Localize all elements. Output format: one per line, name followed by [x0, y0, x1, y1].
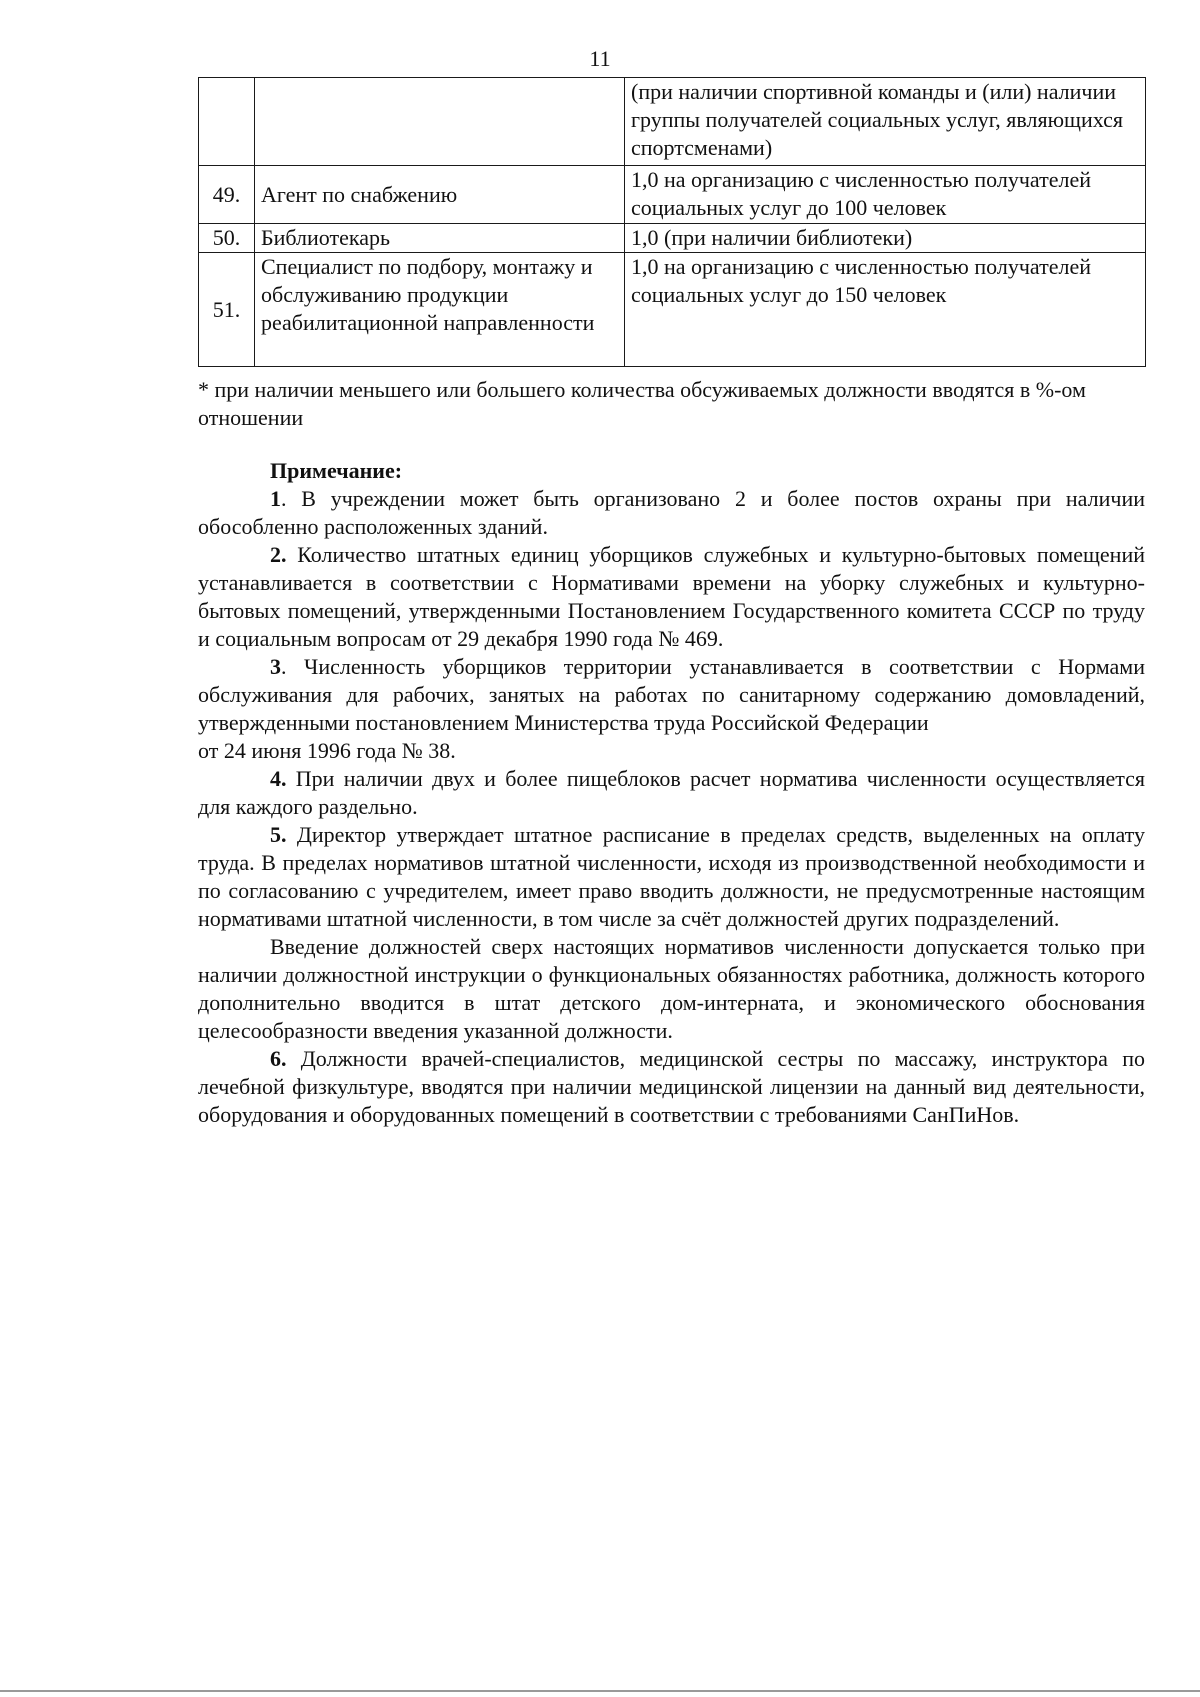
row-number: 49. [199, 166, 255, 224]
table-row [199, 224, 1146, 253]
table-row [199, 166, 1146, 224]
staffing-norm: 1,0 на организацию с численностью получателей социальных услуг до 100 человек [625, 166, 1146, 224]
page-number: 11 [589, 46, 611, 71]
note-text: Введение должностей сверх настоящих нормативов численности допускается только при наличии должностной инструкции о функциональных обязанностях работника, должность которого дополнительно вводится в штат детского дом-интерната, и экономического обоснования целесообразности введения указанной должности. [198, 934, 1145, 1043]
note-text: Количество штатных единиц уборщиков служебных и культурно-бытовых помещений устанавливается в соответствии с Нормативами времени на уборку служебных и культурно-бытовых помещений, утвержденными Постановлением Государственного комитета СССР по труду и социальным вопросам от 29 декабря 1990 года № 469. [198, 542, 1145, 651]
note-text: от 24 июня 1996 года № 38. [198, 738, 456, 763]
note-item [198, 653, 1145, 737]
staffing-norms-table [198, 77, 1146, 367]
table-row [199, 78, 1146, 166]
note-item [198, 821, 1145, 933]
notes-section [198, 457, 1145, 1129]
note-number: 3 [270, 654, 281, 679]
staffing-norm: 1,0 (при наличии библиотеки) [625, 224, 1146, 253]
note-item [198, 1045, 1145, 1129]
row-number: 51. [199, 253, 255, 367]
table-row [199, 253, 1146, 367]
note-number: 6. [270, 1046, 287, 1071]
note-number: 5. [270, 822, 287, 847]
note-item [198, 765, 1145, 821]
note-number: 2. [270, 542, 287, 567]
position-name [255, 78, 625, 166]
note-item [198, 485, 1145, 541]
note-continuation [198, 737, 1145, 765]
note-number: 4. [270, 766, 287, 791]
note-paragraph [198, 933, 1145, 1045]
note-text: Должности врачей-специалистов, медицинской сестры по массажу, инструктора по лечебной физкультуре, вводятся при наличии медицинской лицензии на данный вид деятельности, оборудования и оборудованных помещений в соответствии с требованиями СанПиНов. [198, 1046, 1145, 1127]
note-text: Директор утверждает штатное расписание в пределах средств, выделенных на оплату труда. В пределах нормативов штатной численности, исходя из производственной необходимости и по согласованию с учредителем, имеет право вводить должности, не предусмотренные настоящим нормативами штатной численности, в том числе за счёт должностей других подразделений. [198, 822, 1145, 931]
staffing-norm: 1,0 на организацию с численностью получателей социальных услуг до 150 человек [625, 253, 1146, 367]
notes-heading: Примечание: [270, 458, 403, 483]
position-name: Библиотекарь [255, 224, 625, 253]
position-name: Специалист по подбору, монтажу и обслуживанию продукции реабилитационной направленности [255, 253, 625, 367]
staffing-norm: (при наличии спортивной команды и (или) наличии группы получателей социальных услуг, являющихся спортсменами) [625, 78, 1146, 166]
position-name: Агент по снабжению [255, 166, 625, 224]
note-text: . Численность уборщиков территории устанавливается в соответствии с Нормами обслуживания для рабочих, занятых на работах по санитарному содержанию домовладений, утвержденными постановлением Министерства труда Российской Федерации [198, 654, 1145, 735]
row-number: 50. [199, 224, 255, 253]
note-text: При наличии двух и более пищеблоков расчет норматива численности осуществляется для каждого раздельно. [198, 766, 1145, 819]
row-number [199, 78, 255, 166]
scan-edge-line [0, 1690, 1200, 1692]
table-footnote: * при наличии меньшего или большего количества обсуживаемых должности вводятся в %-ом отношении [198, 377, 1086, 430]
note-number: 1 [270, 486, 281, 511]
note-item [198, 541, 1145, 653]
note-text: . В учреждении может быть организовано 2 и более постов охраны при наличии обособленно расположенных зданий. [198, 486, 1145, 539]
